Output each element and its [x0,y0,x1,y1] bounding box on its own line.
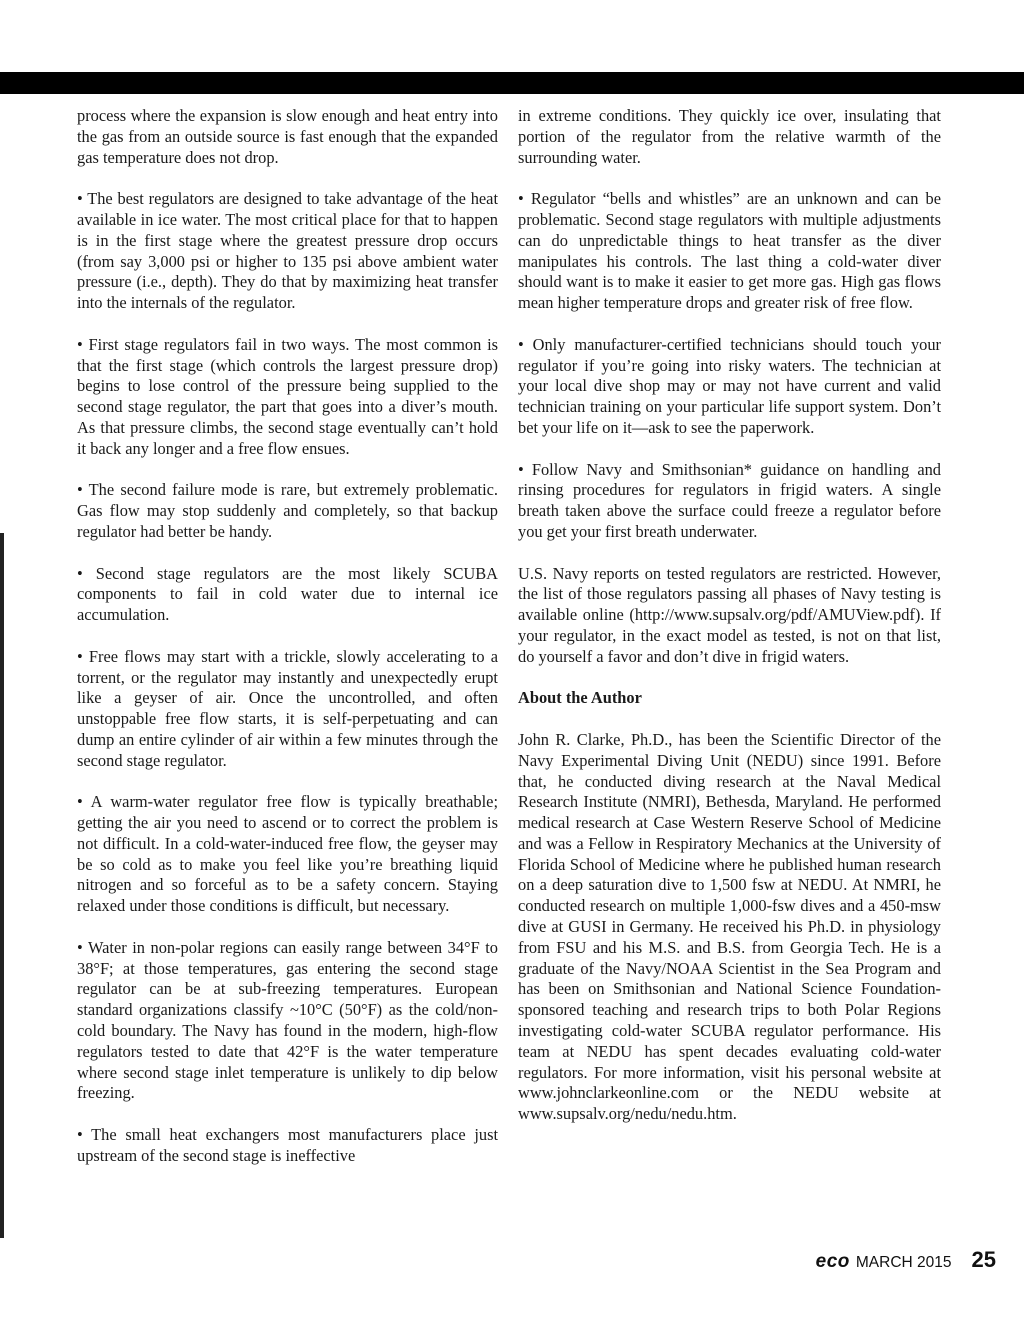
bullet-paragraph: • Follow Navy and Smithsonian* guidance on handling and rinsing procedures for regulators in frigid waters. A single breath taken above the surface could freeze a regulator before you get your first breath underwater. [518,459,941,541]
bullet-paragraph: • Only manufacturer-certified technicians should touch your regulator if you’re going into risky waters. The technician at your local dive shop may or may not have current and valid technician training on your particular life support system. Don’t bet your life on it—ask to see the paperwork. [518,334,941,437]
bullet-paragraph: • Regulator “bells and whistles” are an unknown and can be problematic. Second stage regulators with multiple adjustments can do unpredictable things to heat transfer as the diver manipulates his controls. The last thing a cold-water diver should want is to make it easier to get more gas. High gas flows mean higher temperature drops and greater risk of free flow. [518,189,941,313]
paragraph: U.S. Navy reports on tested regulators are restricted. However, the list of those regulators passing all phases of Navy testing is available online (http://www.supsalv.org/pdf/AMUView.pdf). If your regulator, in the exact model as tested, is not on that list, do yourself a favor and don’t dive in frigid waters. [518,563,941,666]
magazine-brand: eco [815,1251,850,1272]
left-column [77,106,498,1167]
author-bio: John R. Clarke, Ph.D., has been the Scientific Director of the Navy Experimental Diving Unit (NEDU) since 1991. Before that, he conducted diving research at the Naval Medical Research Institute (NMRI), Bethesda, Maryland. He performed medical research at Case Western Reserve School of Medicine and was a Fellow in Respiratory Mechanics at the University of Florida School of Medicine where he published human research on a deep saturation dive to 1,500 fsw at NEDU. At NMRI, he conducted research on multiple 1,000-fsw dives and a 450-msw dive at GUSI in Germany. He received his Ph.D. in physiology from FSU and his M.S. and B.S. from Georgia Tech. He is a graduate of the Navy/NOAA Scientist in the Sea Program and has been on Smithsonian and National Science Foundation-sponsored teaching and research trips to both Polar Regions investigating cold-water SCUBA regulator performance. His team at NEDU has spent decades evaluating cold-water regulators. For more information, visit his personal website at www.johnclarkeonline.com or the NEDU website at www.supsalv.org/nedu/nedu.htm. [518,729,941,1124]
right-column [518,106,941,1125]
bullet-paragraph: • The second failure mode is rare, but extremely problematic. Gas flow may stop suddenly and completely, so that backup regulator had better be handy. [77,480,498,541]
bullet-paragraph: • Water in non-polar regions can easily range between 34°F to 38°F; at those temperatures, gas entering the second stage regulator can be at sub-freezing temperatures. European standard organizations classify ~10°C (50°F) as the cold/non-cold boundary. The Navy has found in the modern, high-flow regulators tested to date that 42°F is the water temperature where second stage inlet temperature is unlikely to dip below freezing. [77,937,498,1103]
bullet-paragraph: • Second stage regulators are the most likely SCUBA components to fail in cold water due to internal ice accumulation. [77,563,498,625]
issue-date: MARCH 2015 [855,1254,952,1271]
bullet-paragraph: • The small heat exchangers most manufacturers place just upstream of the second stage is ineffective [77,1125,498,1165]
bullet-paragraph: • Free flows may start with a trickle, slowly accelerating to a torrent, or the regulator may instantly and unexpectedly erupt like a geyser of air. Once the uncontrolled, and often unstoppable free flow starts, it is self-perpetuating and can dump an entire cylinder of air within a few minutes through the second stage regulator. [77,646,498,770]
bullet-paragraph: • First stage regulators fail in two ways. The most common is that the first stage (which controls the largest pressure drop) begins to lose control of the pressure being supplied to the second stage regulator, the part that goes into a diver’s mouth. As that pressure climbs, the second stage eventually can’t hold it back any longer and a free flow ensues. [77,334,498,458]
paragraph: process where the expansion is slow enough and heat entry into the gas from an outside source is fast enough that the expanded gas temperature does not drop. [77,106,498,167]
page-edge-mark [0,533,4,1238]
bullet-paragraph: • A warm-water regulator free flow is typically breathable; getting the air you need to ascend or to correct the problem is not difficult. In a cold-water-induced free flow, the geyser may be so cold as to make you feel like you’re breathing liquid nitrogen and so forceful as to be a safety concern. Staying relaxed under those conditions is difficult, but necessary. [77,792,498,916]
paragraph: in extreme conditions. They quickly ice over, insulating that portion of the regulator from the relative warmth of the surrounding water. [518,106,941,167]
about-author-section [518,688,941,1125]
page-number: 25 [971,1247,996,1272]
header-bar [0,72,1024,94]
page-footer [816,1247,996,1273]
bullet-paragraph: • The best regulators are designed to take advantage of the heat available in ice water. The most critical place for that to happen is in the first stage where the greatest pressure drop occurs (from say 3,000 psi or higher to 135 psi above ambient water pressure (i.e., depth). They do that by maximizing heat transfer into the internals of the regulator. [77,189,498,313]
author-heading: About the Author [518,688,642,708]
